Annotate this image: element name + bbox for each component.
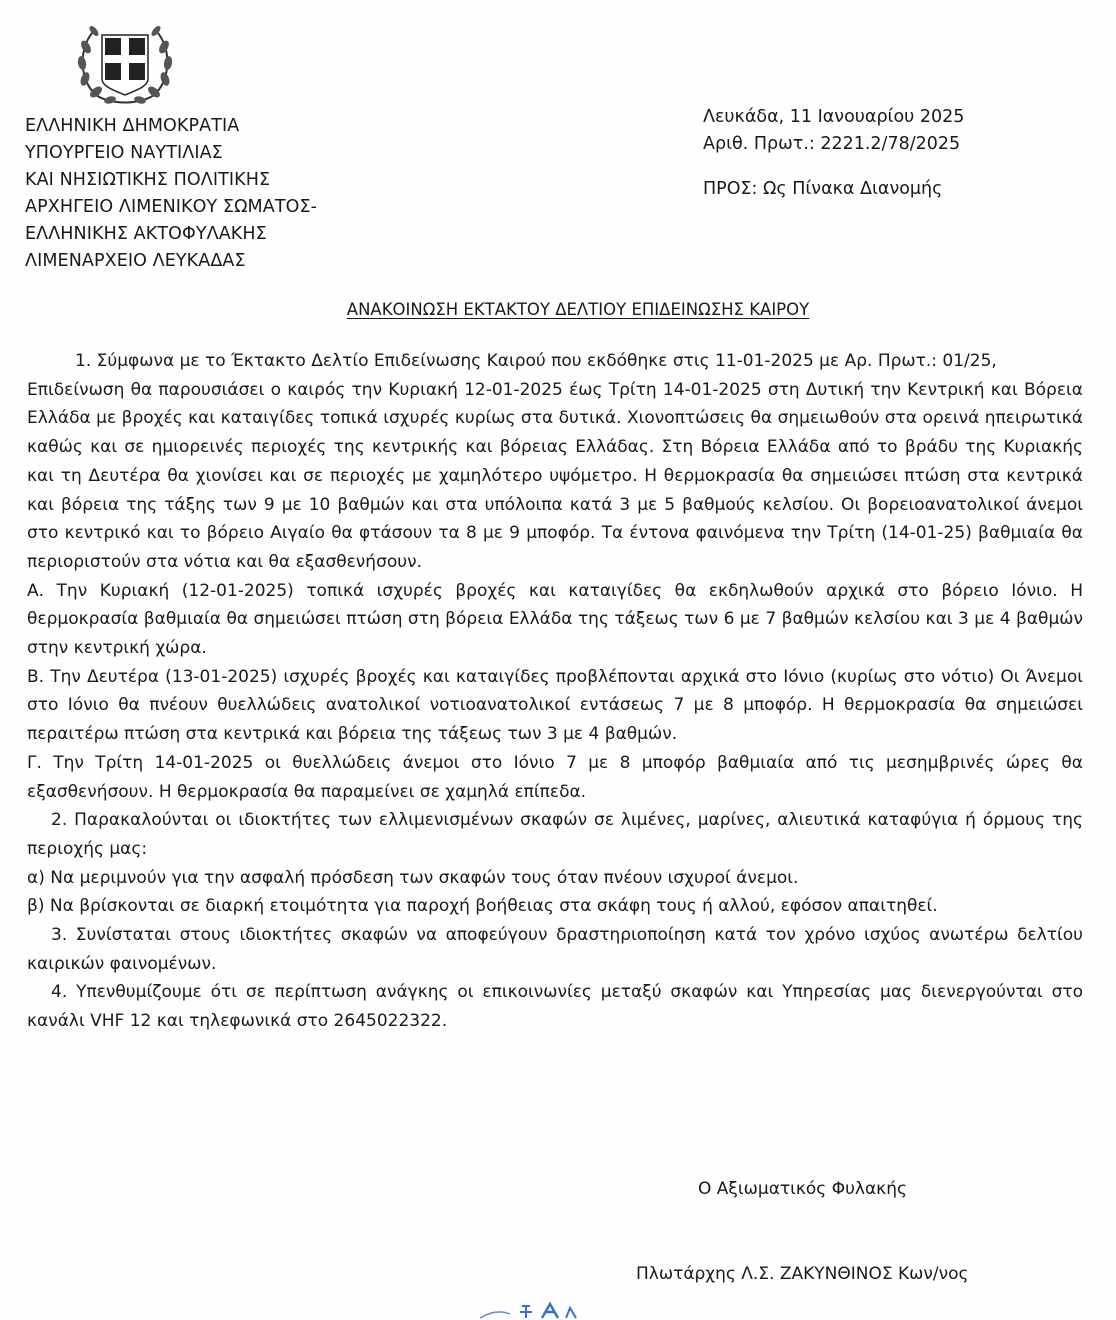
document-body	[27, 347, 1083, 1036]
document-meta	[703, 104, 964, 203]
org-line: ΑΡΧΗΓΕΙΟ ΛΙΜΕΝΙΚΟΥ ΣΩΜΑΤΟΣ-	[25, 197, 318, 217]
org-line: ΚΑΙ ΝΗΣΙΩΤΙΚΗΣ ΠΟΛΙΤΙΚΗΣ	[25, 170, 271, 190]
issuing-authority-block	[25, 113, 317, 275]
paragraph-1-first-line: 1. Σύμφωνα με το Έκτακτο Δελτίο Επιδείνωσης Καιρού που εκδόθηκε στις 11-01-2025 με Αρ. Πρωτ.: 01/25,	[75, 351, 997, 371]
signatory-name: Πλωτάρχης Λ.Σ. ΖΑΚΥΝΘΙΝΟΣ Κων/νος	[636, 1264, 969, 1284]
paragraph-1-text: Επιδείνωση θα παρουσιάσει ο καιρός την Κυριακή 12-01-2025 έως Τρίτη 14-01-2025 στη Δυτική την Κεντρική και Βόρεια Ελλάδα με βροχές και καταιγίδες τοπικά ισχυρές κυρίως στα δυτικά. Χιονοπτώσεις θα σημειωθούν στα ορεινά ηπειρωτικά καθώς και σε ημιορεινές περιοχές της κεντρικής και βόρειας Ελλάδας. Στη Βόρεια Ελλάδα από το βράδυ της Κυριακής και τη Δευτέρα θα χιονίσει και σε περιοχές με χαμηλότερο υψόμετρο. Η θερμοκρασία θα σημειώσει πτώση στα κεντρικά και βόρεια της τάξης των 9 με 10 βαθμών και στα υπόλοιπα κατά 3 με 5 βαθμούς κελσίου. Οι βορειοανατολικοί άνεμοι στο κεντρικό και το βόρειο Αιγαίο θα φτάσουν τα 8 με 9 μποφόρ. Τα έντονα φαινόμενα την Τρίτη (14-01-25) βαθμιαία θα περιοριστούν στα νότια και θα εξασθενήσουν.	[27, 379, 1083, 572]
protocol-number: Αριθ. Πρωτ.: 2221.2/78/2025	[703, 134, 961, 154]
org-line: ΥΠΟΥΡΓΕΙΟ ΝΑΥΤΙΛΙΑΣ	[25, 143, 223, 163]
signatory-role: Ο Αξιωματικός Φυλακής	[698, 1179, 907, 1199]
paragraph-a: Α. Την Κυριακή (12-01-2025) τοπικά ισχυρές βροχές και καταιγίδες θα εκδηλωθούν αρχικά στο βόρειο Ιόνιο. Η θερμοκρασία βαθμιαία θα σημειώσει πτώση στη βόρεια Ελλάδα της τάξεως των 6 με 7 βαθμών κελσίου και 3 με 4 βαθμών στην κεντρική χώρα.	[27, 580, 1083, 659]
stamp-fragment-icon	[470, 1300, 610, 1320]
paragraph-b: Β. Την Δευτέρα (13-01-2025) ισχυρές βροχές και καταιγίδες προβλέπονται αρχικά στο Ιόνιο (κυρίως στο νότιο) Οι Άνεμοι στο Ιόνιο θα πνέουν θυελλώδεις ανατολικοί νοτιοανατολικοί εντάσεως 7 με 8 μποφόρ. Η θερμοκρασία θα σημειώσει περαιτέρω πτώση στα κεντρικά και βόρεια της τάξεως των 3 με 4 βαθμών.	[27, 666, 1083, 745]
paragraph-1	[27, 347, 1083, 577]
org-line: ΕΛΛΗΝΙΚΗΣ ΑΚΤΟΦΥΛΑΚΗΣ	[25, 224, 267, 244]
org-line: ΕΛΛΗΝΙΚΗ ΔΗΜΟΚΡΑΤΙΑ	[25, 116, 240, 136]
org-line: ΛΙΜΕΝΑΡΧΕΙΟ ΛΕΥΚΑΔΑΣ	[25, 251, 246, 271]
document-title: ΑΝΑΚΟΙΝΩΣΗ ΕΚΤΑΚΤΟΥ ΔΕΛΤΙΟΥ ΕΠΙΔΕΙΝΩΣΗΣ ΚΑΙΡΟΥ	[346, 300, 810, 319]
paragraph-3: 3. Συνίσταται στους ιδιοκτήτες σκαφών να αποφεύγουν δραστηριοποίηση κατά τον χρόνο ισχύος ανωτέρω δελτίου καιρικών φαινομένων.	[27, 925, 1083, 974]
place-date: Λευκάδα, 11 Ιανουαρίου 2025	[703, 107, 965, 127]
paragraph-2-item-a: α) Να μεριμνούν για την ασφαλή πρόσδεση των σκαφών τους όταν πνέουν ισχυροί άνεμοι.	[27, 867, 799, 888]
recipient: ΠΡΟΣ: Ως Πίνακα Διανομής	[703, 179, 943, 199]
paragraph-2: 2. Παρακαλούνται οι ιδιοκτήτες των ελλιμενισμένων σκαφών σε λιμένες, μαρίνες, αλιευτικά καταφύγια ή όρμους της περιοχής μας:	[27, 810, 1083, 859]
paragraph-c: Γ. Την Τρίτη 14-01-2025 οι θυελλώδεις άνεμοι στο Ιόνιο 7 με 8 μποφόρ βαθμιαία από τις μεσημβρινές ώρες θα εξασθενήσουν. Η θερμοκρασία θα παραμείνει σε χαμηλά επίπεδα.	[27, 752, 1083, 802]
paragraph-2-item-b: β) Να βρίσκονται σε διαρκή ετοιμότητα για παροχή βοήθειας στα σκάφη τους ή αλλού, εφόσον απαιτηθεί.	[27, 896, 938, 917]
coat-of-arms-icon	[74, 17, 176, 107]
paragraph-4: 4. Υπενθυμίζουμε ότι σε περίπτωση ανάγκης οι επικοινωνίες μεταξύ σκαφών και Υπηρεσίας μας διενεργούνται στο κανάλι VHF 12 και τηλεφωνικά στο 2645022322.	[27, 982, 1083, 1032]
